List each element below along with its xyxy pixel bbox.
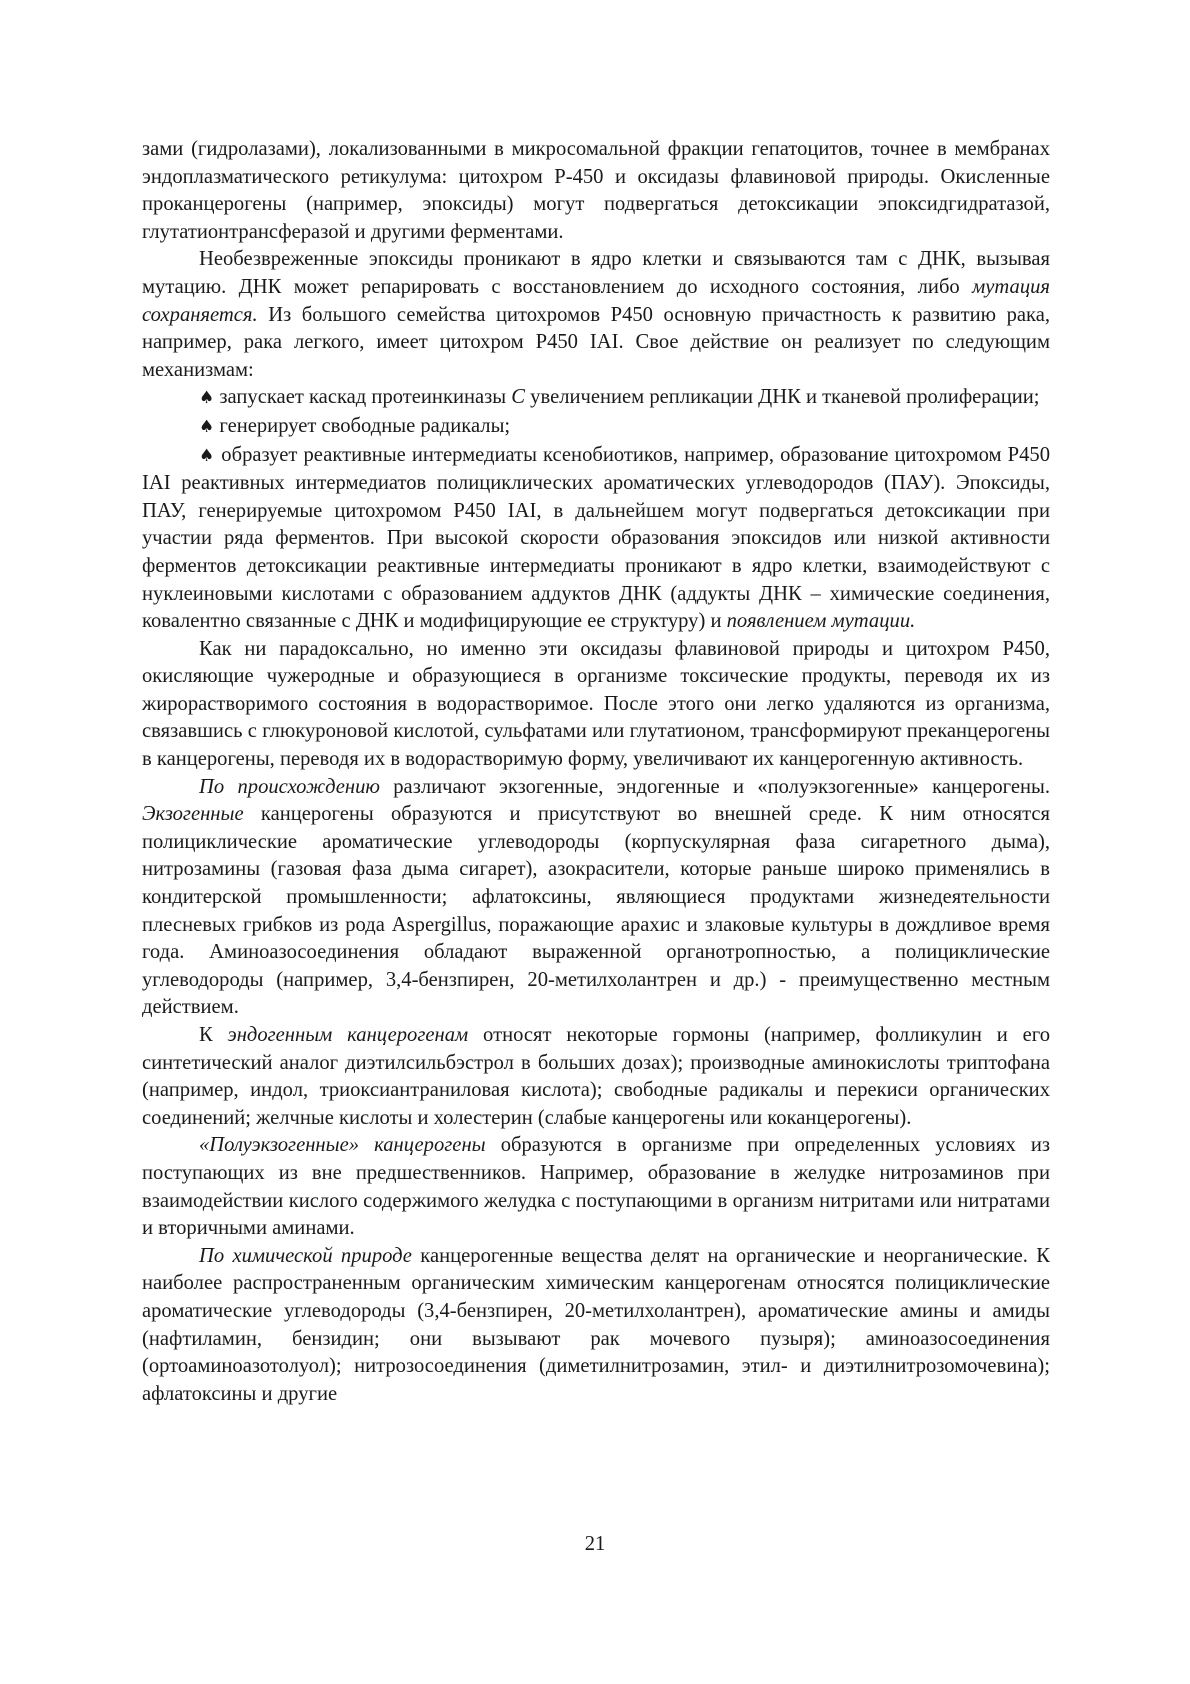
italic-term: мутация сохраняется. [142,275,1050,326]
paragraph-text: различают экзогенные, эндогенные и «полуэкзогенные» канцерогены. [379,775,1050,798]
paragraph-text: канцерогенные вещества делят на органические и неорганические. К наиболее распространенным органическим химическим канцерогенам относятся полициклические ароматические углеводороды (3,4-бензпирен, 20-метилхолантрен), ароматические амины и амиды (нафтиламин, бензидин; они вызывают рак мочевого пузыря); аминоазосоединения (ортоаминоазотолуол); нитрозосоединения (диметилнитрозамин, этил- и диэтилнитрозомочевина); афлатоксины и другие [142,1244,1050,1405]
page-body [142,136,1050,1408]
italic-term: появлением мутации. [726,610,916,633]
bullet-item-protein-kinase [142,384,1050,413]
italic-term: По химической природе [199,1244,412,1267]
spade-bullet-icon: ♠ [199,388,215,409]
paragraph-text: относят некоторые гормоны (например, фолликулин и его синтетический аналог диэтилсильбэстрол в больших дозах); производные аминокислоты триптофана (например, индол, триоксиантраниловая кислота); свободные радикалы и перекиси органических соединений; желчные кислоты и холестерин (слабые канцерогены или коканцерогены). [142,1024,1050,1129]
italic-term: С [511,386,526,409]
paragraph-chemical-nature [142,1243,1050,1409]
italic-term: Экзогенные [142,803,244,826]
paragraph-text: канцерогены образуются и присутствуют во внешней среде. К ним относятся полициклические ароматические углеводороды (корпускулярная фаза сигаретного дыма), нитрозамины (газовая фаза дыма сигарет), азокрасители, которые раньше широко применялись в кондитерской промышленности; афлатоксины, являющиеся продуктами жизнедеятельности плесневых грибков из рода Aspergillus, поражающие арахис и злаковые культуры в дождливое время года. Аминоазосоединения обладают выраженной органотропностью, а полициклические углеводороды (например, 3,4-бензпирен, 20-метилхолантрен и др.) - преимущественно местным действием. [142,803,1050,1019]
paragraph-text: зами (гидролазами), локализованными в микросомальной фракции гепатоцитов, точнее в мембранах эндоплазматического ретикулума: цитохром Р-450 и оксидазы флавиновой природы. Окисленные проканцерогены (например, эпоксиды) могут подвергаться детоксикации эпоксидгидратазой, глутатионтрансферазой и другими ферментами. [142,138,1050,243]
bullet-text: увеличением репликации ДНК и тканевой пролиферации; [525,386,1040,409]
paragraph-epoxides [142,246,1050,384]
spade-bullet-icon: ♠ [199,445,216,466]
bullet-item-intermediates [142,442,1050,636]
paragraph-text: образуются в организме при определенных условиях из поступающих из вне предшественников. Например, образование в желудке нитрозаминов при взаимодействии кислого содержимого желудка с поступающими в организм нитритами или нитратами и вторичными аминами. [142,1134,1050,1240]
bullet-text: образует реактивные интермедиаты ксенобиотиков, например, образование цитохромом Р450 IAI реактивных интермедиатов полициклических ароматических углеводородов (ПАУ). Эпоксиды, ПАУ, генерируемые цитохромом Р450 IAI, в дальнейшем могут подвергаться детоксикации при участии ряда ферментов. При высокой скорости образования эпоксидов или низкой активности ферментов детоксикации реактивные интермедиаты проникают в ядро клетки, взаимодействуют с нуклеиновыми кислотами с образованием аддуктов ДНК (аддукты ДНК – химические соединения, ковалентно связанные с ДНК и модифицирующие ее структуру) и [142,443,1050,633]
italic-term: эндогенным канцерогенам [227,1024,469,1046]
paragraph-text: Как ни парадоксально, но именно эти оксидазы флавиновой природы и цитохром Р450, окисляющие чужеродные и образующиеся в организме токсические продукты, переводя их из жирорастворимого состояния в водорастворимое. После этого они легко удаляются из организма, связавшись с глюкуроновой кислотой, сульфатами или глутатионом, трансформируют преканцерогены в канцерогены, переводя их в водорастворимую форму, увеличивают их канцерогенную активность. [142,637,1050,771]
paragraph-by-origin [142,774,1050,1022]
paragraph-continuation [142,136,1050,246]
paragraph-semi-exogenous [142,1132,1050,1242]
italic-term: По происхождению [199,775,380,798]
bullet-text: генерирует свободные радикалы; [214,414,511,437]
paragraph-text: Необезвреженные эпоксиды проникают в ядро клетки и связываются там с ДНК, вызывая мутацию. ДНК может репарировать с восстановлением до исходного состояния, либо [142,248,1050,298]
paragraph-endogenous [142,1022,1050,1132]
paragraph-text: К [199,1024,228,1046]
italic-term: «Полуэкзогенные» канцерогены [199,1134,486,1157]
bullet-item-free-radicals [142,413,1050,442]
spade-bullet-icon: ♠ [199,416,215,437]
paragraph-paradox [142,636,1050,774]
paragraph-text: Из большого семейства цитохромов Р450 основную причастность к развитию рака, например, рака легкого, имеет цитохром Р450 IAI. Свое действие он реализует по следующим механизмам: [142,303,1050,381]
page-number: 21 [584,1533,606,1555]
bullet-text: запускает каскад протеинкиназы [214,386,512,409]
